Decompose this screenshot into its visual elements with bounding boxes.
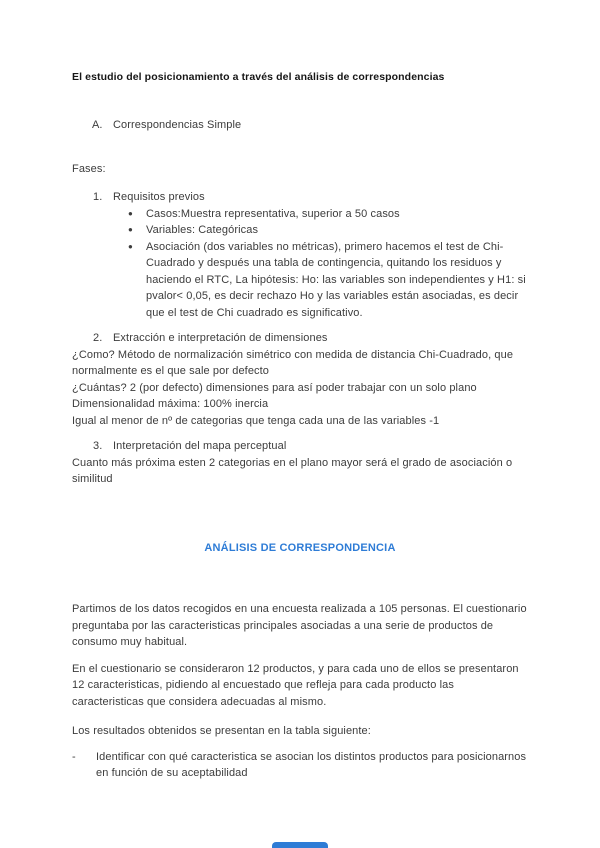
step-3-heading	[72, 438, 528, 455]
bullet-item	[72, 222, 528, 239]
bullet-text: Asociación (dos variables no métricas), primero hacemos el test de Chi-Cuadrado y después una tabla de contingencia, quitando los residuos y haciendo el RTC, La hipótesis: Ho: las variables son independientes y H1: si pvalor< 0,05, es decir rechazo Ho y las variables están asociadas, es decir que el test de Chi cuadrado es significativo.	[146, 240, 526, 319]
step-1-title: Requisitos previos	[113, 191, 205, 203]
step-3-number: 3.	[93, 440, 103, 452]
bullet-item	[72, 239, 528, 322]
subsection-a-label: Correspondencias Simple	[113, 119, 242, 131]
step-2-body-line: ¿Cuántas? 2 (por defecto) dimensiones para así poder trabajar con un solo plano	[72, 381, 477, 394]
subsection-a-prefix: A.	[92, 119, 103, 131]
step-3-body	[72, 455, 528, 488]
step-2-body-line: Dimensionalidad máxima: 100% inercia	[72, 398, 269, 410]
step-3-body-line: Cuanto más próxima esten 2 categorias en el plano mayor será el grado de asociación o similitud	[72, 456, 513, 485]
step-1-heading	[72, 189, 528, 206]
paragraph-2: En el cuestionario se consideraron 12 productos, y para cada uno de ellos se presentaron 12 caracteristicas, pidiendo al encuestado que refleja para cada producto las caracteristicas que considera adecuadas al mismo.	[72, 662, 519, 708]
bullet-text: Casos:Muestra representativa, superior a 50 casos	[146, 207, 400, 220]
bullet-dot-icon: ●	[128, 225, 133, 234]
dash-bullet-text: Identificar con qué caracteristica se asocian los distintos productos para posicionarnos en función de su aceptabilidad	[96, 750, 527, 779]
analysis-heading: ANÁLISIS DE CORRESPONDENCIA	[204, 541, 396, 554]
step-1	[72, 189, 528, 321]
dash-bullet-item	[72, 749, 528, 782]
step-1-number: 1.	[93, 191, 103, 203]
step-2-body-line: Igual al menor de nº de categorias que tenga cada una de las variables -1	[72, 414, 440, 427]
dash-bullet-marker: -	[72, 750, 76, 763]
document-content	[0, 70, 600, 782]
step-3-title: Interpretación del mapa perceptual	[113, 440, 287, 452]
bullet-dot-icon: ●	[128, 208, 133, 218]
page-divider-pill	[272, 842, 328, 848]
step-2-number: 2.	[93, 332, 103, 344]
step-1-bullet-list	[72, 206, 528, 322]
step-2-heading	[72, 330, 528, 347]
bullet-dot-icon: ●	[128, 241, 133, 251]
step-3	[72, 438, 528, 488]
bullet-text: Variables: Categóricas	[146, 224, 259, 236]
subsection-a	[72, 117, 528, 134]
step-2	[72, 330, 528, 429]
step-2-body-line: ¿Como? Método de normalización simétrico con medida de distancia Chi-Cuadrado, que normalmente es el que sale por defecto	[72, 348, 514, 377]
document-title: El estudio del posicionamiento a través del análisis de correspondencias	[72, 71, 445, 83]
phases-label: Fases:	[72, 162, 106, 175]
paragraph-1: Partimos de los datos recogidos en una encuesta realizada a 105 personas. El cuestionario preguntaba por las caracteristicas principales asociadas a una serie de productos de consumo muy habitual.	[72, 603, 527, 648]
step-2-title: Extracción e interpretación de dimensiones	[113, 332, 328, 344]
step-2-body	[72, 347, 528, 430]
paragraph-3: Los resultados obtenidos se presentan en la tabla siguiente:	[72, 725, 371, 737]
bullet-item	[72, 206, 528, 223]
